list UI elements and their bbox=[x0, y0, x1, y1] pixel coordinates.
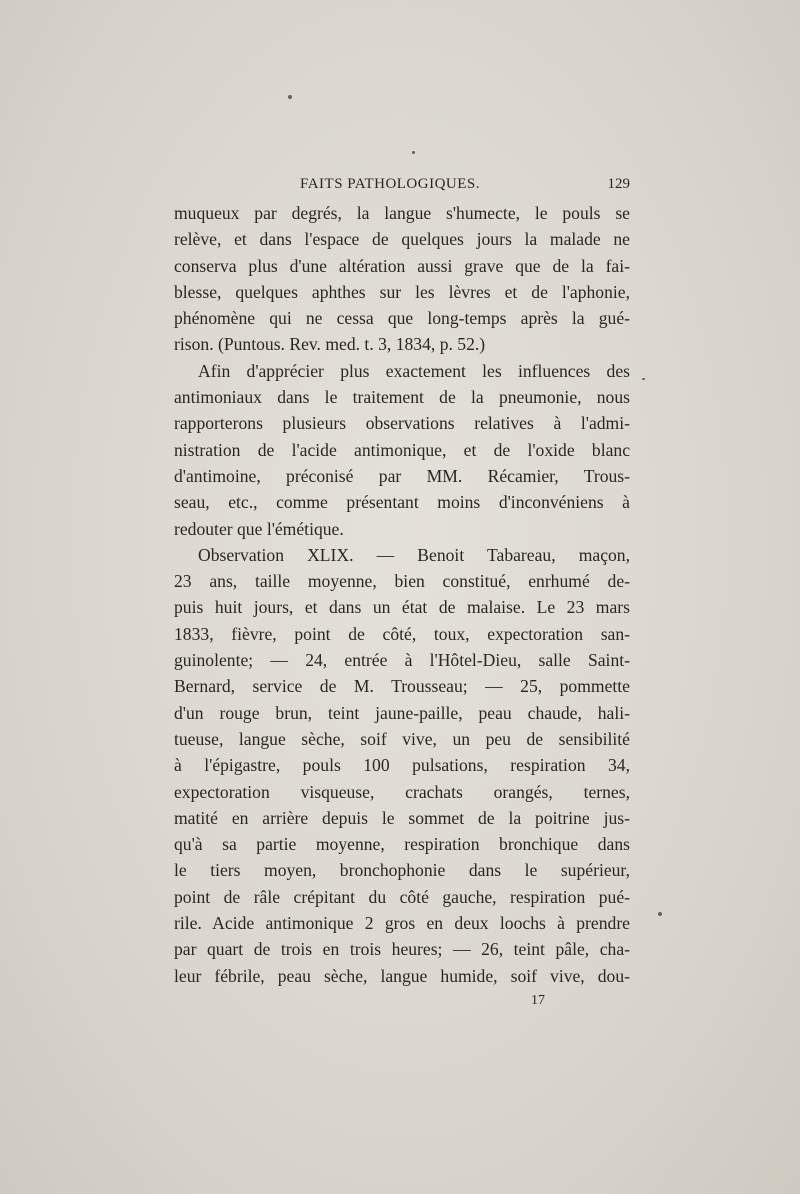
paper-speck bbox=[642, 378, 645, 380]
paper-speck bbox=[658, 912, 662, 916]
text-line: relève, et dans l'espace de quelques jours la malade ne bbox=[174, 229, 630, 250]
text-line: le tiers moyen, bronchophonie dans le supérieur, bbox=[174, 860, 630, 881]
text-line: point de râle crépitant du côté gauche, respiration pué- bbox=[174, 886, 630, 907]
text-line: conserva plus d'une altération aussi grave que de la fai- bbox=[174, 255, 630, 276]
text-line: expectoration visqueuse, crachats orangés, ternes, bbox=[174, 781, 630, 802]
text-line: redouter que l'émétique. bbox=[174, 518, 344, 539]
body-text bbox=[174, 200, 630, 989]
text-line: d'antimoine, préconisé par MM. Récamier, Trous- bbox=[174, 465, 630, 486]
running-title: FAITS PATHOLOGIQUES. bbox=[300, 176, 481, 192]
text-line: seau, etc., comme présentant moins d'inconvéniens à bbox=[174, 492, 630, 513]
text-line: muqueux par degrés, la langue s'humecte, le pouls se bbox=[174, 203, 630, 223]
text-line: rile. Acide antimonique 2 gros en deux loochs à prendre bbox=[174, 913, 630, 934]
text-line: rison. (Puntous. Rev. med. t. 3, 1834, p. 52.) bbox=[174, 334, 486, 355]
text-line: 1833, fièvre, point de côté, toux, expectoration san- bbox=[174, 623, 630, 644]
text-line: leur fébrile, peau sèche, langue humide, soif vive, dou- bbox=[174, 965, 630, 986]
text-line: Afin d'apprécier plus exactement les influences des bbox=[198, 360, 630, 381]
signature-mark: 17 bbox=[531, 993, 545, 1008]
text-line: 23 ans, taille moyenne, bien constitué, enrhumé de- bbox=[174, 571, 630, 592]
text-line: guinolente; — 24, entrée à l'Hôtel-Dieu, salle Saint- bbox=[174, 650, 630, 671]
page-number: 129 bbox=[607, 176, 630, 192]
text-line: blesse, quelques aphthes sur les lèvres et de l'aphonie, bbox=[174, 281, 630, 302]
text-line: Observation XLIX. — Benoit Tabareau, maçon, bbox=[198, 544, 630, 565]
text-line: matité en arrière depuis le sommet de la poitrine jus- bbox=[174, 807, 630, 828]
text-line: qu'à sa partie moyenne, respiration bronchique dans bbox=[174, 834, 630, 855]
text-line: Bernard, service de M. Trousseau; — 25, pommette bbox=[174, 676, 630, 697]
text-line: tueuse, langue sèche, soif vive, un peu de sensibilité bbox=[174, 728, 630, 749]
text-line: phénomène qui ne cessa que long-temps après la gué- bbox=[174, 308, 630, 329]
paper-speck bbox=[412, 151, 415, 154]
text-line: par quart de trois en trois heures; — 26, teint pâle, cha- bbox=[174, 939, 630, 960]
paper-speck bbox=[288, 95, 292, 99]
text-line: nistration de l'acide antimonique, et de l'oxide blanc bbox=[174, 439, 630, 460]
text-line: rapporterons plusieurs observations relatives à l'admi- bbox=[174, 413, 630, 434]
page-header bbox=[174, 172, 630, 198]
text-line: puis huit jours, et dans un état de malaise. Le 23 mars bbox=[174, 597, 630, 618]
text-line: d'un rouge brun, teint jaune-paille, peau chaude, hali- bbox=[174, 702, 630, 723]
text-line: antimoniaux dans le traitement de la pneumonie, nous bbox=[174, 387, 630, 408]
text-line: à l'épigastre, pouls 100 pulsations, respiration 34, bbox=[174, 755, 630, 776]
